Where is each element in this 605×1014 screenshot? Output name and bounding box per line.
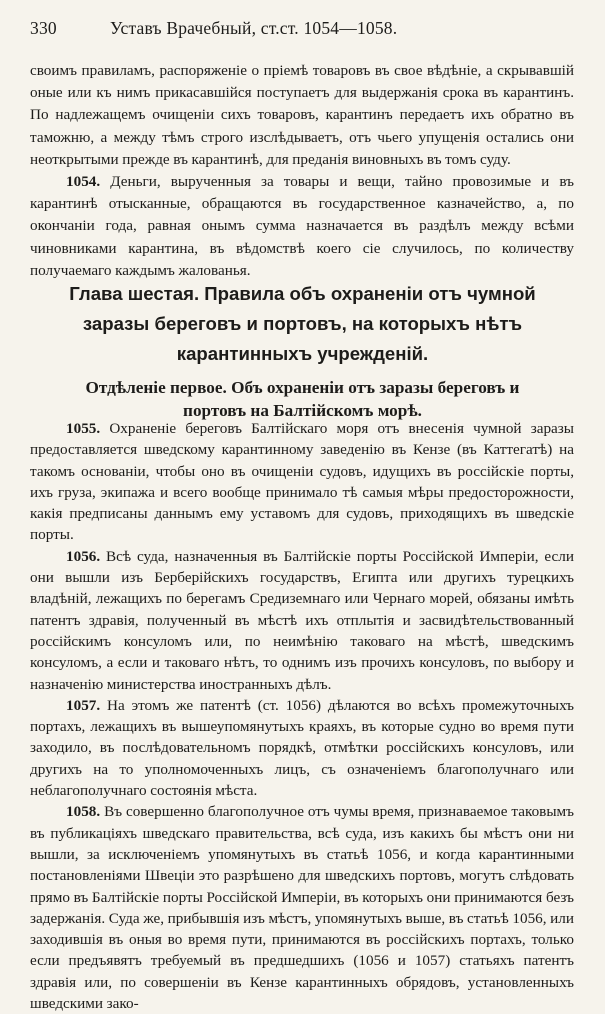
page-header: [30, 18, 570, 40]
article-1055: [30, 418, 574, 546]
article-number: 1054.: [66, 173, 101, 191]
article-number: 1058.: [66, 803, 101, 821]
article-number: 1056.: [66, 547, 101, 565]
section-heading: [30, 376, 575, 422]
article-number: 1057.: [66, 696, 101, 714]
chapter-heading: [30, 279, 575, 369]
articles-text-block: [30, 418, 574, 1014]
continued-paragraph: своимъ правиламъ, распоряженіе о пріемѣ товаровъ въ свое вѣдѣніе, а скрывавшій оные или къ нимъ прикасавшійся поступаетъ для выдержанія срока въ карантинъ. По надлежащемъ очищеніи сихъ товаровъ, карантинъ передаетъ ихъ обратно въ таможню, а между тѣмъ строго изслѣдываетъ, отъ чьего упущенія остались они неоткрытыми прежде въ карантинѣ, для преданія виновныхъ въ томъ суду.: [30, 62, 574, 168]
section-heading-line: портовъ на Балтійскомъ морѣ.: [183, 401, 422, 420]
running-title: Уставъ Врачебный, ст.ст. 1054—1058.: [110, 18, 398, 38]
page-number: 330: [30, 18, 57, 38]
article-text: Деньги, вырученныя за товары и вещи, тайно провозимые и въ карантинѣ отысканные, обращаются въ государственное казначейство, а, по окончаніи года, равная онымъ сумма назначается въ раздѣлъ между всѣми чиновниками карантина, въ вѣдомствѣ коего сіе случилось, по количеству получаемаго каждымъ жалованья.: [30, 173, 574, 279]
section-heading-line: Отдѣленіе первое. Объ охраненіи отъ заразы береговъ и: [85, 378, 520, 397]
article-1056: [30, 546, 574, 695]
article-text: Всѣ суда, назначенныя въ Балтійскіе порты Россійской Имперіи, если они вышли изъ Берберійскихъ государствъ, Египта или другихъ турецкихъ владѣній, лежащихъ по берегамъ Средиземнаго или Чернаго морей, обязаны имѣть патентъ здравія, полученный въ мѣстѣ ихъ отплытія и засвидѣтельствованный россійскимъ консуломъ или, по неимѣнію таковаго на мѣстѣ, шведскимъ консуломъ, а если и таковаго нѣтъ, то однимъ изъ прочихъ консуловъ, по выбору и назначенію министерства иностранныхъ дѣлъ.: [30, 547, 574, 693]
article-text: Охраненіе береговъ Балтійскаго моря отъ внесенія чумной заразы предоставляется шведскому карантинному заведенію въ Кензе (въ Каттегатѣ) на такомъ основаніи, чтобы оно въ очищеніи судовъ, идущихъ въ россійскіе порты, ихъ груза, экипажа и всего вообще принимало тѣ самыя мѣры предосторожности, какія предписаны даннымъ ему уставомъ для судовъ, приходящихъ въ шведскіе порты.: [30, 420, 574, 544]
article-1057: [30, 695, 574, 801]
article-1054: [30, 171, 574, 282]
chapter-heading-line: заразы береговъ и портовъ, на которыхъ нѣтъ: [82, 313, 523, 334]
chapter-heading-line: карантинныхъ учрежденій.: [176, 343, 429, 364]
article-text: Въ совершенно благополучное отъ чумы время, признаваемое таковымъ въ публикаціяхъ шведскаго правительства, всѣ суда, изъ какихъ бы мѣстъ они ни вышли, за исключеніемъ упомянутыхъ въ статьѣ 1056, и когда карантинными постановленіями Швеціи это разрѣшено для шведскихъ портовъ, могутъ слѣдовать прямо въ Балтійскіе порты Россійской Имперіи, въ которыхъ они принимаются безъ задержанія. Суда же, прибывшія изъ мѣстъ, упомянутыхъ выше, въ статьѣ 1056, или заходившія въ оныя во время пути, принимаются въ россійскихъ портахъ, только если предъявятъ требуемый въ предшедшихъ (1056 и 1057) статьяхъ патентъ здравія или, по совершеніи въ Кензе карантинныхъ обрядовъ, установленныхъ шведскими зако-: [30, 803, 574, 1013]
article-1058: [30, 801, 574, 1014]
continued-text-block: [30, 60, 574, 282]
chapter-heading-line: Глава шестая. Правила объ охраненіи отъ чумной: [69, 283, 536, 304]
article-number: 1055.: [66, 420, 101, 437]
article-text: На этомъ же патентѣ (ст. 1056) дѣлаются во всѣхъ промежуточныхъ портахъ, лежащихъ въ вышеупомянутыхъ краяхъ, въ которые судно во время пути заходило, въ послѣдовательномъ порядкѣ, отмѣтки россійскихъ консуловъ, или другихъ на то уполномоченныхъ лицъ, съ означеніемъ благополучнаго или неблагополучнаго состоянія мѣста.: [30, 696, 574, 800]
